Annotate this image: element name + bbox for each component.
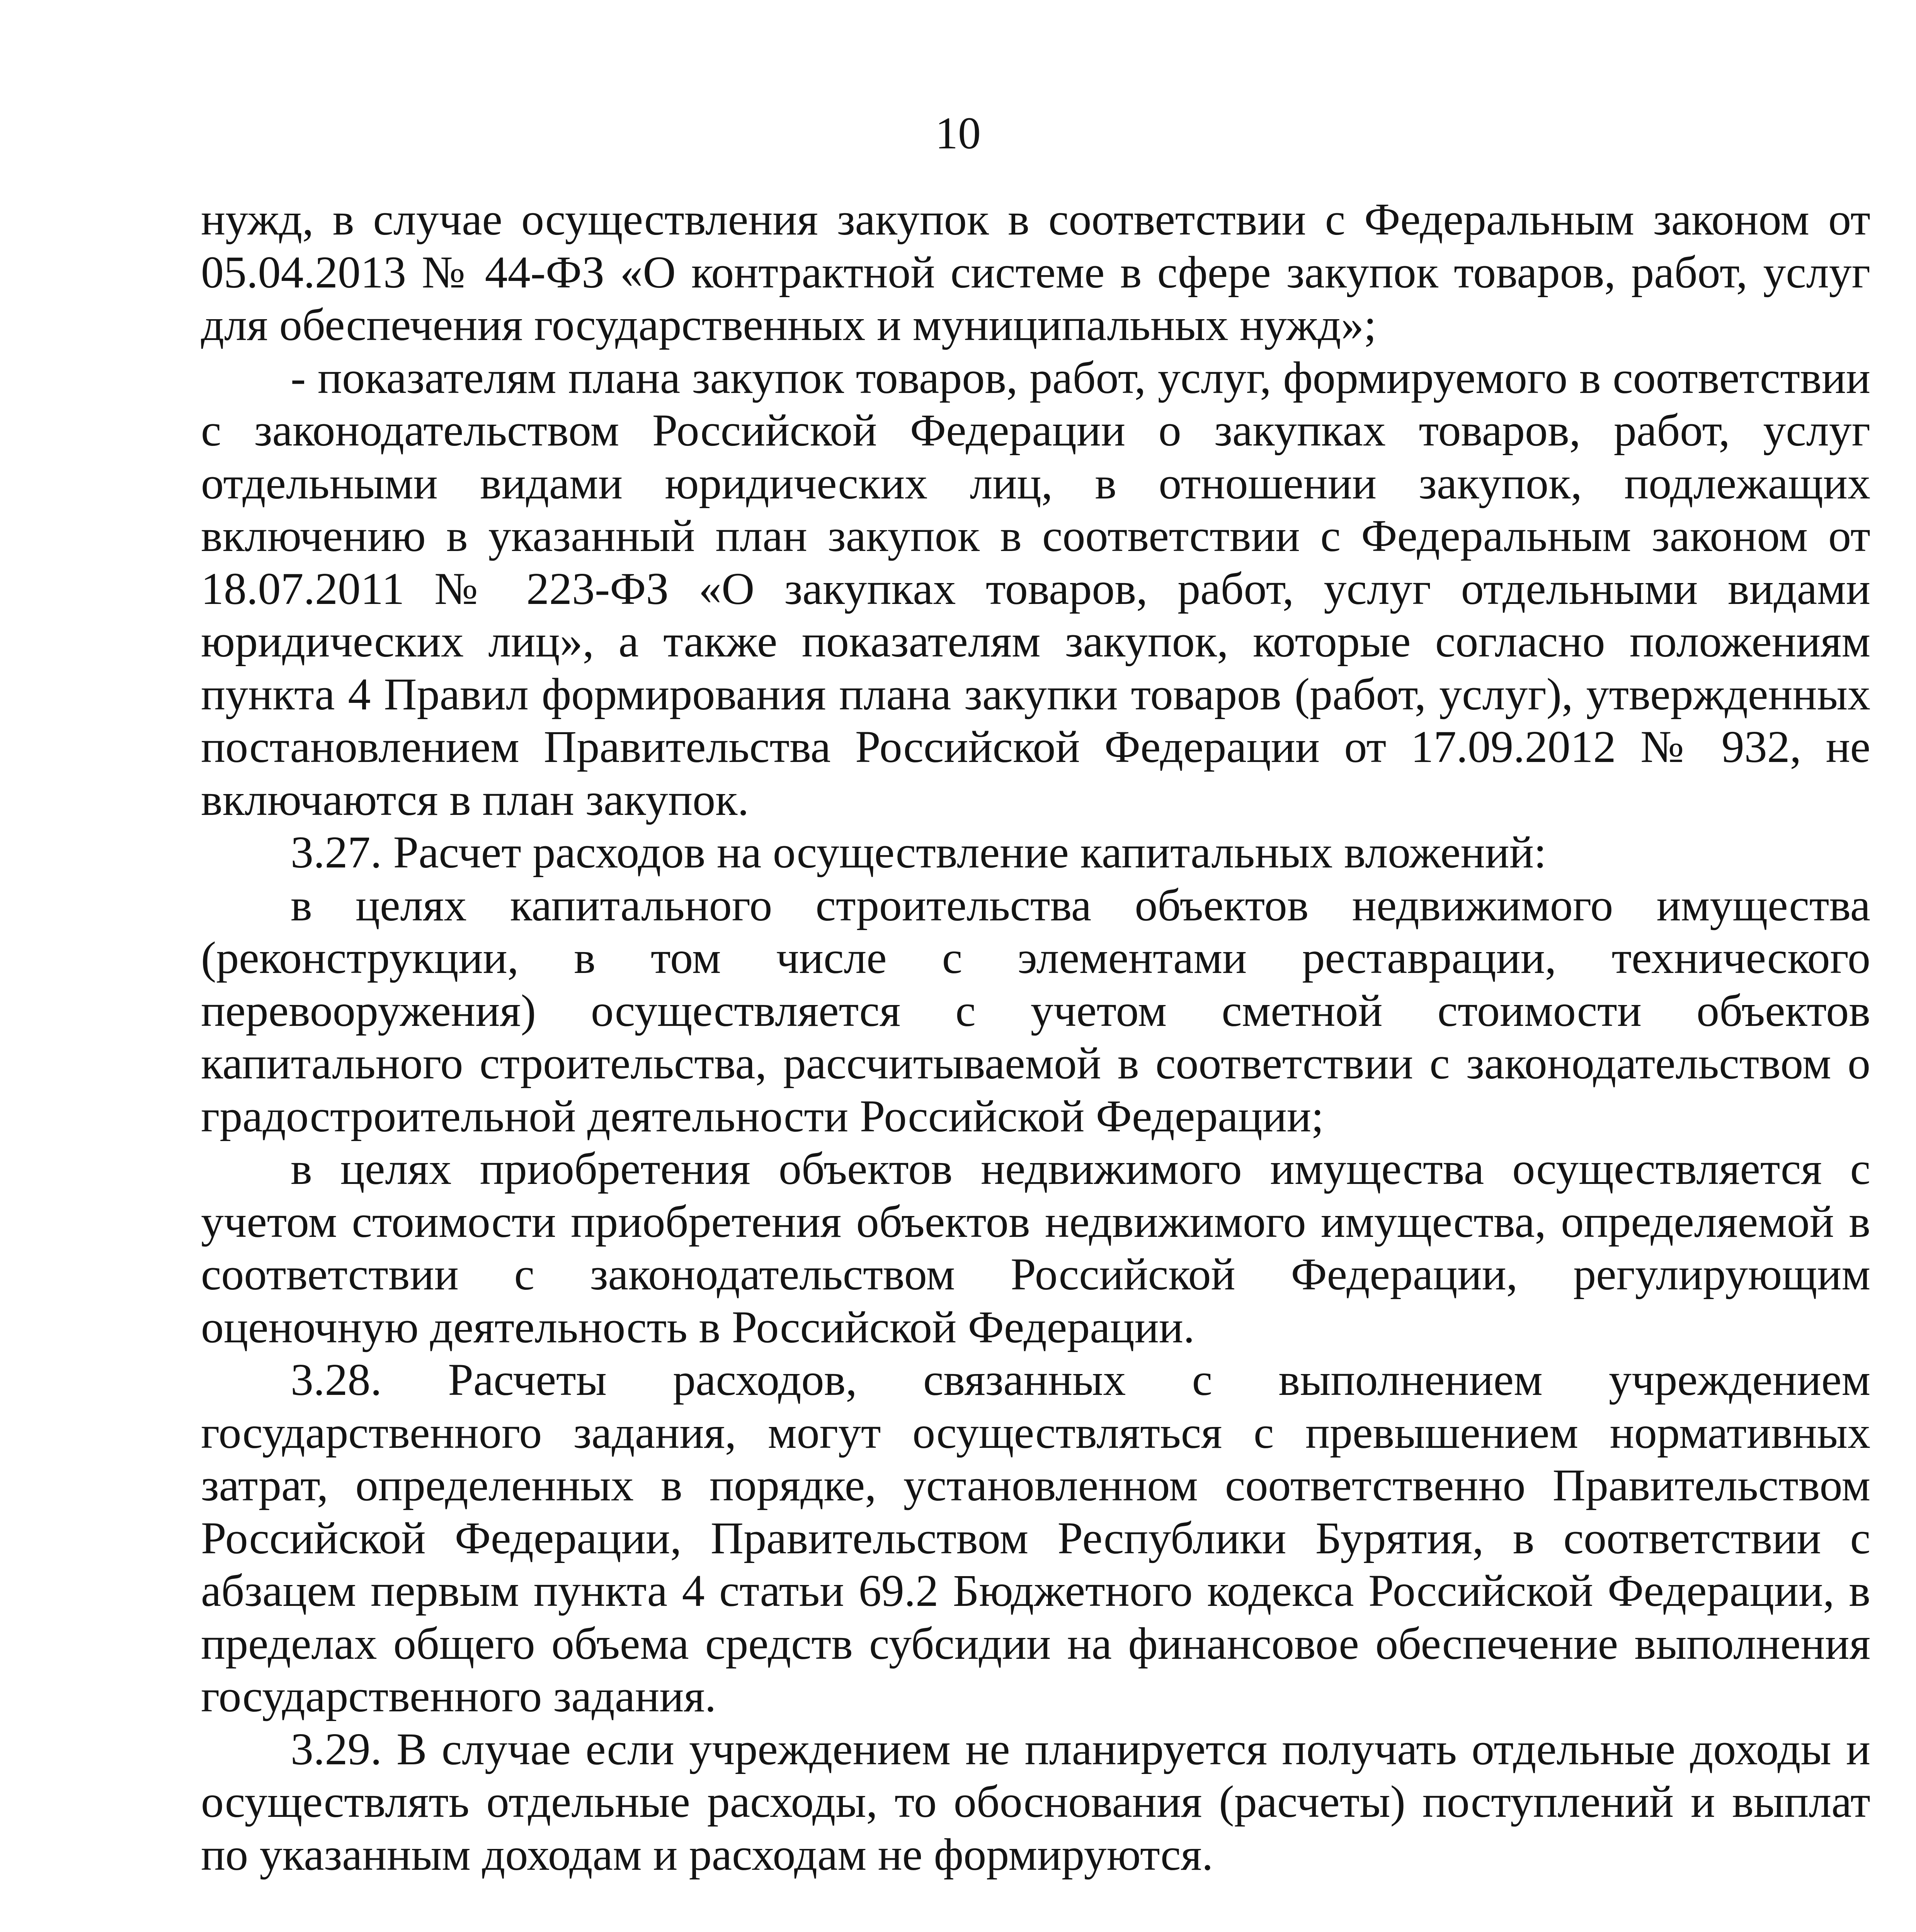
- paragraph-capital-construction: в целях капитального строительства объектов недвижимого имущества (реконструкции, в том числе с элементами реставрации, технического перевооружения) осуществляется с учетом сметной стоимости объектов капитального строительства, рассчитываемой в соответствии с законодательством о градостроительной деятельности Российской Федерации;: [201, 879, 1870, 1141]
- paragraph-3-29: 3.29. В случае если учреждением не планируется получать отдельные доходы и осуществлять отдельные расходы, то обоснования (расчеты) поступлений и выплат по указанным доходам и расходам не формируются.: [201, 1723, 1870, 1880]
- paragraph-3-28: 3.28. Расчеты расходов, связанных с выполнением учреждением государственного задания, могут осуществляться с превышением нормативных затрат, определенных в порядке, установленном соответственно Правительством Российской Федерации, Правительством Республики Бурятия, в соответствии с абзацем первым пункта 4 статьи 69.2 Бюджетного кодекса Российской Федерации, в пределах общего объема средств субсидии на финансовое обеспечение выполнения государственного задания.: [201, 1354, 1870, 1721]
- paragraph-property-acquisition: в целях приобретения объектов недвижимого имущества осуществляется с учетом стоимости приобретения объектов недвижимого имущества, определяемой в соответствии с законодательством Российской Федерации, регулирующим оценочную деятельность в Российской Федерации.: [201, 1143, 1870, 1352]
- paragraph-3-27: 3.27. Расчет расходов на осуществление капитальных вложений:: [291, 827, 1547, 878]
- paragraph-list-item: - показателям плана закупок товаров, работ, услуг, формируемого в соответствии с законодательством Российской Федерации о закупках товаров, работ, услуг отдельными видами юридических лиц, в отношении закупок, подлежащих включению в указанный план закупок в соответствии с Федеральным законом от 18.07.2011 № 223-ФЗ «О закупках товаров, работ, услуг отдельными видами юридических лиц», а также показателям закупок, которые согласно положениям пункта 4 Правил формирования плана закупки товаров (работ, услуг), утвержденных постановлением Правительства Российской Федерации от 17.09.2012 № 932, не включаются в план закупок.: [201, 352, 1870, 825]
- document-body: [201, 193, 1870, 1932]
- page-number: 10: [935, 108, 981, 158]
- paragraph-continuation: нужд, в случае осуществления закупок в соответствии с Федеральным законом от 05.04.2013 № 44-ФЗ «О контрактной системе в сфере закупок товаров, работ, услуг для обеспечения государственных и муниципальных нужд»;: [201, 194, 1870, 350]
